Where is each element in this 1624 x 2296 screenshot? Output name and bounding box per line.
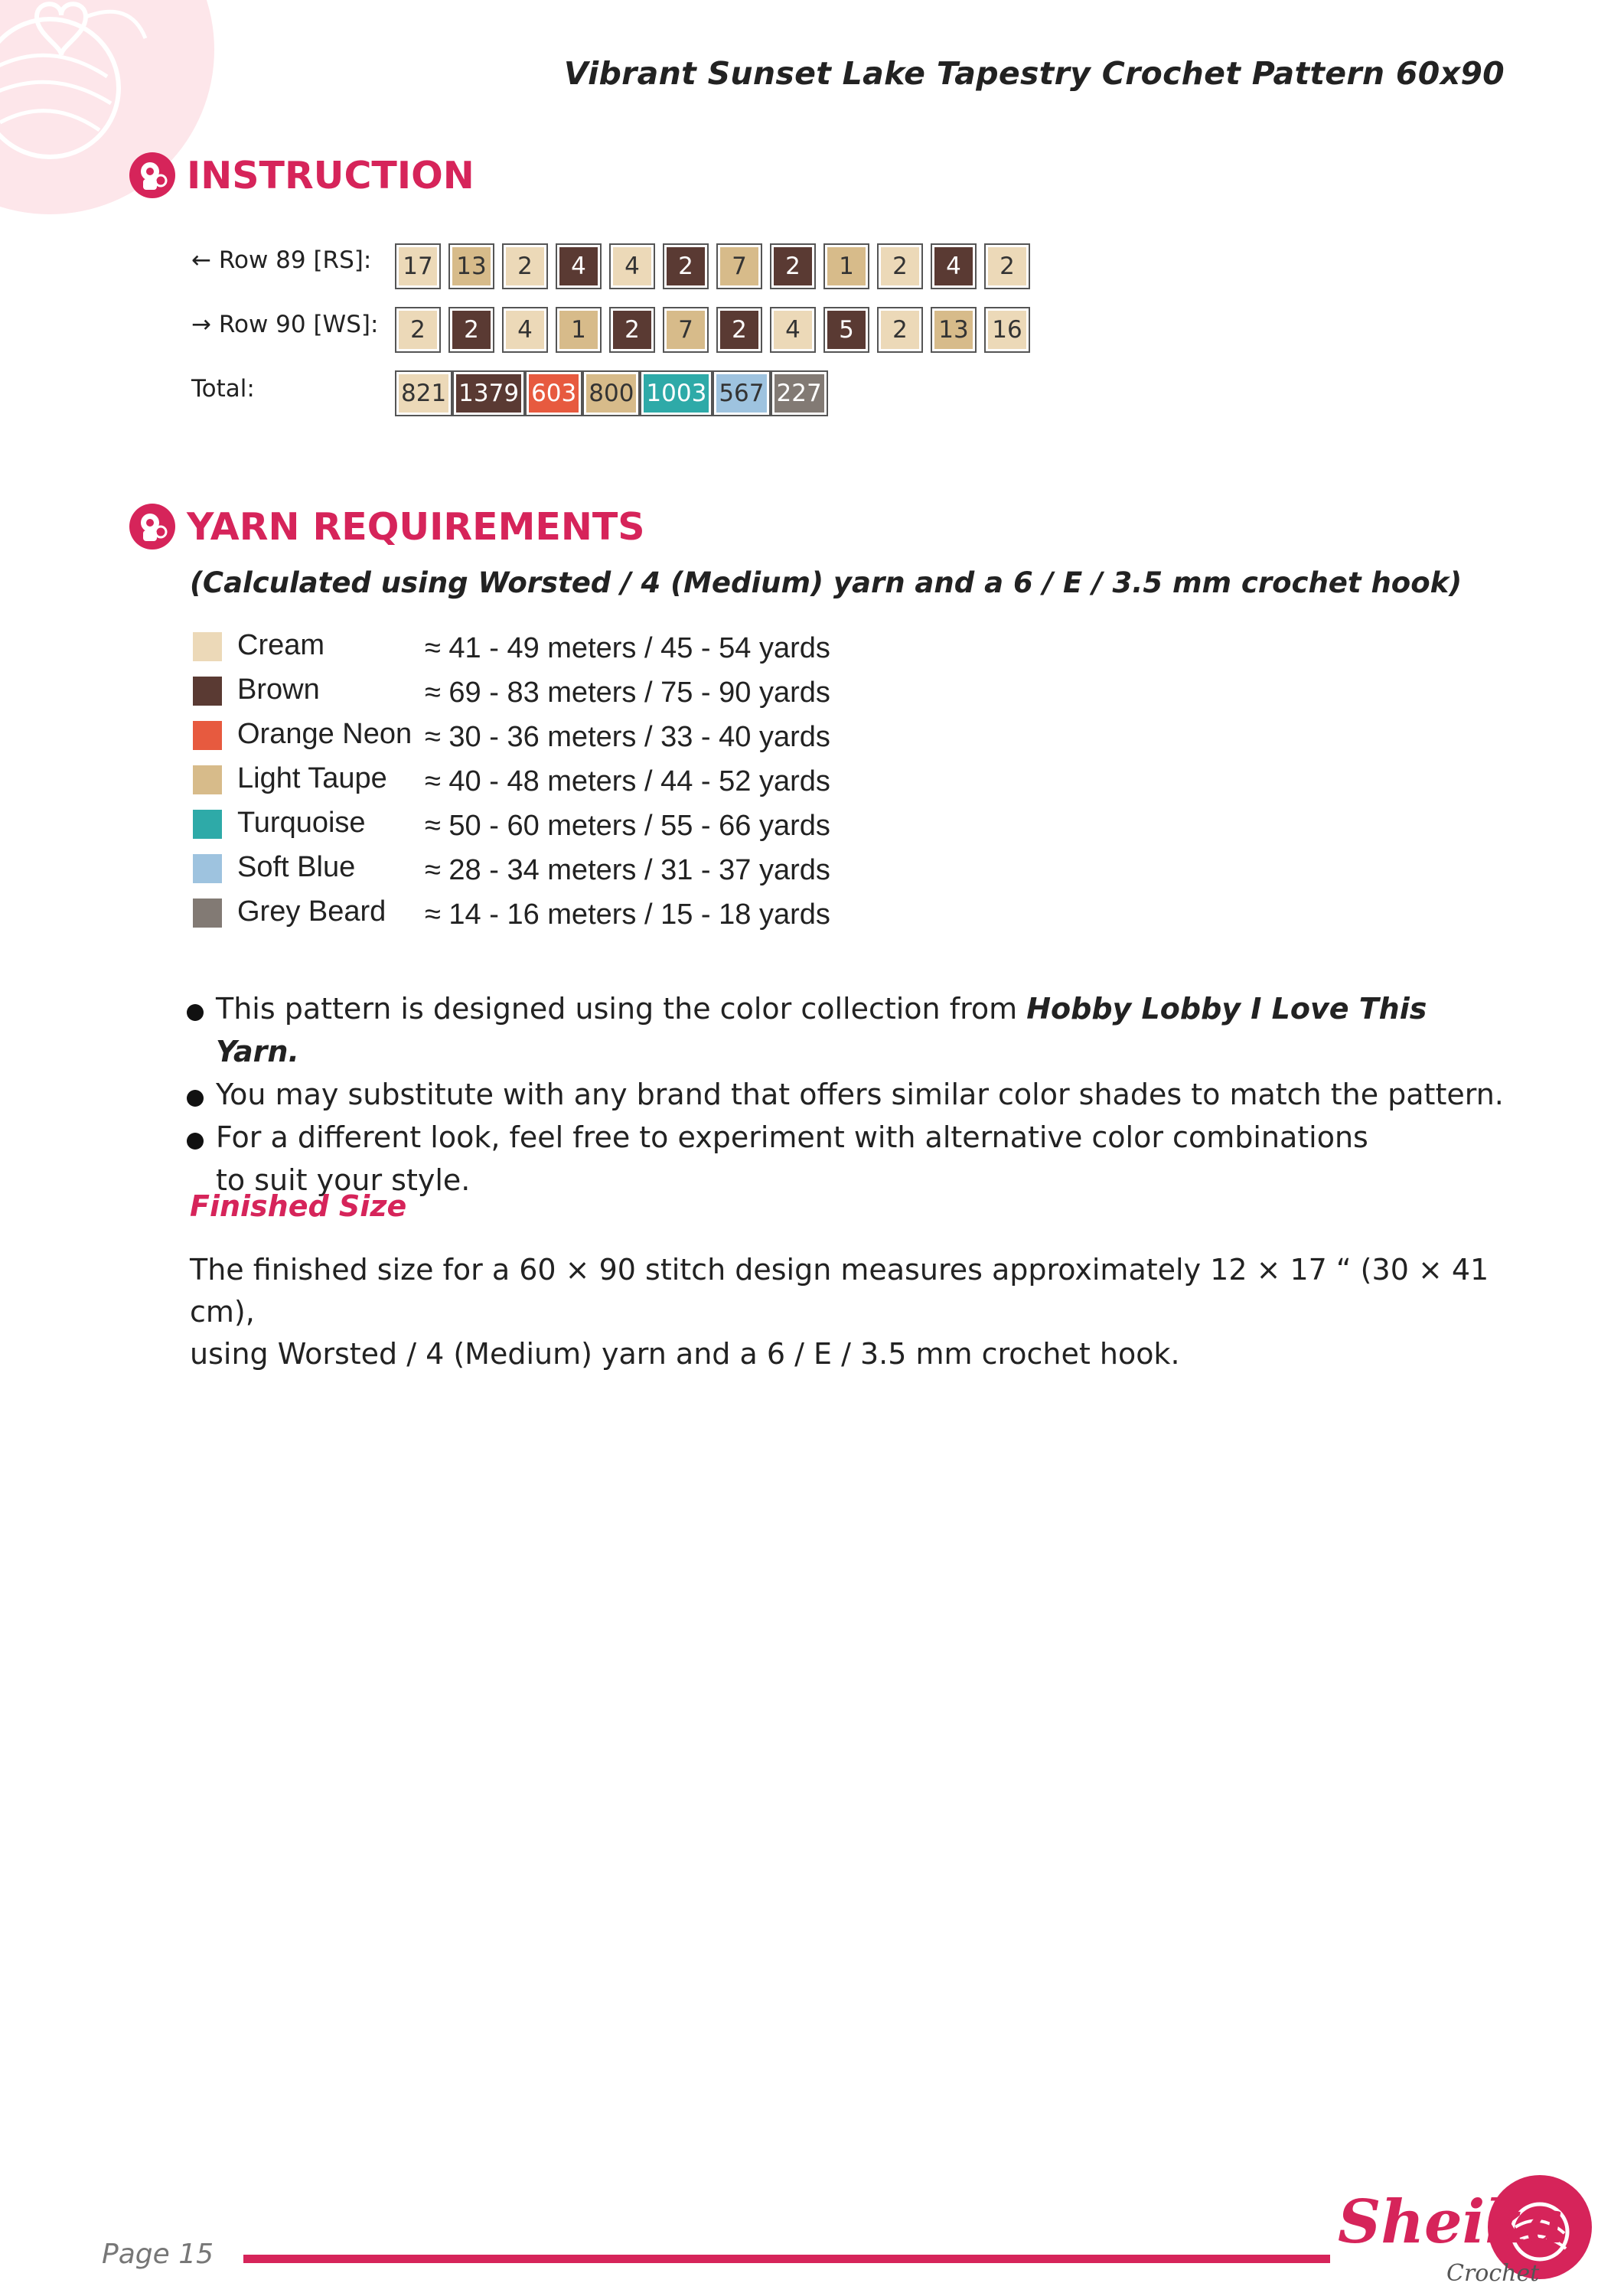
- yarn-item-soft-blue: [191, 851, 880, 895]
- yarn-name: Grey Beard: [237, 895, 386, 928]
- yarn-item-brown: [191, 673, 880, 718]
- finished-size-heading: Finished Size: [190, 1189, 407, 1223]
- row-89-cell: 1: [823, 243, 869, 289]
- yarn-item-grey-beard: [191, 895, 880, 940]
- row-89-cell: 7: [716, 243, 762, 289]
- row-90-cell: 7: [663, 307, 709, 353]
- yarn-name: Brown: [237, 673, 320, 706]
- row-90-cell: 5: [823, 307, 869, 353]
- row-89-cell: 2: [984, 243, 1030, 289]
- instruction-title: INSTRUCTION: [187, 153, 474, 197]
- document-title: Vibrant Sunset Lake Tapestry Crochet Pattern 60x90: [563, 55, 1505, 92]
- yarn-item-light-taupe: [191, 762, 880, 807]
- note-item: [184, 1073, 1515, 1116]
- note-text: You may substitute with any brand that offers similar color shades to match the pattern.: [216, 1078, 1504, 1111]
- notes-list: [184, 987, 1515, 1202]
- total-cell: 1003: [640, 370, 713, 416]
- crochet-doll-icon: [129, 152, 176, 199]
- finished-size-line: The finished size for a 60 × 90 stitch design measures approximately 12 × 17 “ (30 × 41 cm),: [190, 1253, 1489, 1329]
- note-item: [184, 987, 1515, 1073]
- row-90-cell: 13: [931, 307, 977, 353]
- logo-wordmark: Sheika: [1338, 2187, 1565, 2257]
- crochet-doll-icon: [129, 503, 176, 550]
- bullet-icon: [187, 1090, 204, 1107]
- yarn-brand: Hobby Lobby I Love This Yarn.: [216, 992, 1427, 1068]
- yarn-amount: ≈ 41 - 49 meters / 45 - 54 yards: [425, 632, 830, 664]
- row-89-cell: 4: [556, 243, 602, 289]
- yarn-subtitle: (Calculated using Worsted / 4 (Medium) yarn and a 6 / E / 3.5 mm crochet hook): [190, 566, 1463, 599]
- bullet-icon: [187, 1004, 204, 1021]
- row-89-cell: 13: [448, 243, 494, 289]
- total-cell: 800: [582, 370, 640, 416]
- yarn-name: Soft Blue: [237, 851, 356, 883]
- color-swatch: [193, 810, 222, 839]
- yarn-amount: ≈ 30 - 36 meters / 33 - 40 yards: [425, 721, 830, 753]
- yarn-item-orange-neon: [191, 718, 880, 762]
- row-90-cell: 16: [984, 307, 1030, 353]
- row-89-cell: 2: [663, 243, 709, 289]
- yarn-amount: ≈ 28 - 34 meters / 31 - 37 yards: [425, 854, 830, 886]
- row-90-cell: 2: [877, 307, 923, 353]
- total-cell: 227: [771, 370, 828, 416]
- row-90-cell: 2: [448, 307, 494, 353]
- row-89-label: ← Row 89 [RS]:: [191, 246, 372, 274]
- yarn-name: Turquoise: [237, 807, 366, 839]
- row-89-cell: 17: [395, 243, 441, 289]
- color-swatch: [193, 899, 222, 928]
- note-text: For a different look, feel free to experiment with alternative color combinations: [216, 1120, 1368, 1154]
- row-89-cell: 2: [502, 243, 548, 289]
- row-90-cell: 1: [556, 307, 602, 353]
- total-cells: [395, 370, 828, 416]
- row-89-cell: 2: [877, 243, 923, 289]
- row-90-label: → Row 90 [WS]:: [191, 311, 379, 338]
- yarn-name: Light Taupe: [237, 762, 387, 794]
- row-89-cell: 4: [609, 243, 655, 289]
- page-number: Page 15: [102, 2239, 214, 2270]
- logo-subtitle: Crochet: [1446, 2260, 1540, 2287]
- finished-size-line: using Worsted / 4 (Medium) yarn and a 6 / E / 3.5 mm crochet hook.: [190, 1337, 1180, 1371]
- yarn-list: [191, 629, 880, 940]
- color-swatch: [193, 721, 222, 750]
- footer-divider: [243, 2255, 1330, 2263]
- row-90-cell: 4: [502, 307, 548, 353]
- row-89-cell: 2: [770, 243, 816, 289]
- color-swatch: [193, 677, 222, 706]
- color-swatch: [193, 765, 222, 794]
- row-90-cell: 4: [770, 307, 816, 353]
- yarn-requirements-heading: [129, 503, 645, 550]
- row-89-cells: [395, 243, 1038, 289]
- total-label: Total:: [191, 375, 255, 403]
- finished-size-text: [190, 1249, 1521, 1375]
- instruction-heading: [129, 152, 474, 199]
- note-text: This pattern is designed using the color collection from: [216, 992, 1027, 1026]
- row-90-cell: 2: [609, 307, 655, 353]
- yarn-amount: ≈ 40 - 48 meters / 44 - 52 yards: [425, 765, 830, 797]
- row-90-cell: 2: [395, 307, 441, 353]
- yarn-amount: ≈ 14 - 16 meters / 15 - 18 yards: [425, 899, 830, 931]
- row-89-cell: 4: [931, 243, 977, 289]
- sheika-crochet-logo: [1332, 2166, 1607, 2296]
- total-cell: 821: [395, 370, 452, 416]
- yarn-item-turquoise: [191, 807, 880, 851]
- yarn-name: Cream: [237, 629, 325, 661]
- total-cell: 567: [713, 370, 770, 416]
- yarn-amount: ≈ 69 - 83 meters / 75 - 90 yards: [425, 677, 830, 709]
- yarn-amount: ≈ 50 - 60 meters / 55 - 66 yards: [425, 810, 830, 842]
- total-cell: 1379: [452, 370, 525, 416]
- yarn-name: Orange Neon: [237, 718, 413, 750]
- yarn-item-cream: [191, 629, 880, 673]
- row-90-cell: 2: [716, 307, 762, 353]
- yarn-requirements-title: YARN REQUIREMENTS: [187, 504, 645, 549]
- note-text: to suit your style.: [216, 1163, 471, 1197]
- color-swatch: [193, 632, 222, 661]
- color-swatch: [193, 854, 222, 883]
- row-90-cells: [395, 307, 1038, 353]
- bullet-icon: [187, 1133, 204, 1150]
- total-cell: 603: [525, 370, 582, 416]
